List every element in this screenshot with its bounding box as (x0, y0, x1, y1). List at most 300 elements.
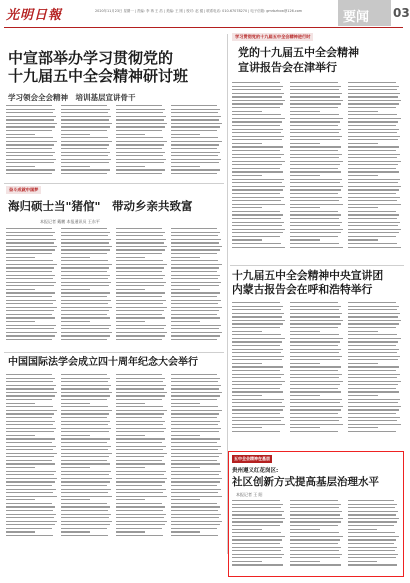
body-text-line (6, 435, 35, 436)
body-text-line (232, 388, 280, 389)
body-text-line (171, 310, 219, 311)
body-text-line (232, 500, 280, 501)
body-text-line (61, 166, 90, 167)
body-text-line (6, 460, 52, 461)
body-text-line (290, 118, 343, 119)
body-text-line (290, 125, 338, 126)
body-text-line (116, 449, 163, 450)
body-text-line (348, 118, 401, 119)
body-text-line (61, 253, 107, 254)
body-text-line (116, 395, 165, 396)
body-text-line (232, 232, 283, 233)
body-text-line (290, 214, 341, 215)
body-text-line (290, 374, 342, 375)
body-text-line (171, 392, 222, 393)
body-text-line (348, 86, 399, 87)
body-text-line (348, 539, 396, 540)
body-text-line (290, 225, 340, 226)
body-text-line (61, 453, 112, 454)
body-text-line (290, 356, 342, 357)
body-text-line (171, 431, 219, 432)
body-text-line (348, 547, 397, 548)
body-text-line (61, 406, 108, 407)
body-text-line (61, 239, 111, 240)
body-text-line (6, 300, 56, 301)
body-column (348, 302, 402, 434)
body-text-line (348, 136, 400, 137)
headline-line2: 内蒙古报告会在呼和浩特举行 (232, 283, 373, 296)
body-text-line (232, 175, 262, 176)
body-text-line (232, 143, 262, 144)
body-text-line (171, 438, 220, 439)
body-text-line (61, 496, 112, 497)
body-text-line (61, 535, 108, 536)
body-text-line (6, 155, 53, 156)
masthead (0, 0, 410, 30)
body-text-line (61, 249, 110, 250)
body-text-line (348, 125, 396, 126)
body-text-line (61, 134, 90, 135)
article-divider (230, 265, 404, 266)
body-text-line (232, 402, 282, 403)
body-text-line (171, 332, 222, 333)
body-text-line (61, 471, 111, 472)
body-text-line (348, 306, 399, 307)
body-column (232, 82, 286, 250)
body-column (6, 228, 58, 343)
body-text-line (6, 496, 57, 497)
body-text-line (116, 492, 163, 493)
body-text-line (116, 431, 164, 432)
body-text-line (6, 242, 54, 243)
body-text-line (61, 381, 108, 382)
body-text-line (116, 159, 166, 160)
body-text-line (116, 130, 162, 131)
body-text-line (6, 517, 54, 518)
body-text-line (171, 499, 200, 500)
body-text-line (171, 517, 219, 518)
body-text-line (6, 159, 56, 160)
body-text-line (290, 543, 338, 544)
byline: 本报记者 戴鹏 本报通讯员 王东平 (40, 219, 100, 224)
body-text-line (232, 427, 262, 428)
body-text-line (116, 489, 166, 490)
body-text-line (171, 325, 221, 326)
body-text-line (116, 456, 164, 457)
headline: 党的十九届五中全会精神 (238, 46, 359, 59)
body-text-line (171, 442, 217, 443)
body-text-line (61, 152, 110, 153)
body-text-line (171, 282, 221, 283)
body-text-line (61, 328, 109, 329)
body-text-line (232, 207, 262, 208)
body-text-line (348, 100, 401, 101)
body-text-line (290, 204, 343, 205)
body-text-line (116, 417, 162, 418)
headline: 中国国际法学会成立四十周年纪念大会举行 (8, 357, 198, 368)
body-text-line (171, 148, 217, 149)
body-text-line (6, 471, 56, 472)
body-text-line (6, 474, 54, 475)
body-text-line (171, 119, 219, 120)
body-text-line (348, 150, 396, 151)
body-text-line (61, 310, 109, 311)
body-text-line (348, 345, 396, 346)
body-text-line (290, 309, 339, 310)
body-text-line (348, 377, 397, 378)
body-text-line (232, 236, 280, 237)
body-text-line (61, 109, 110, 110)
body-text-line (290, 557, 340, 558)
body-text-line (61, 378, 110, 379)
body-text-line (348, 186, 401, 187)
body-text-line (232, 395, 262, 396)
body-text-line (6, 257, 35, 258)
body-text-line (171, 130, 217, 131)
body-text-line (290, 179, 342, 180)
headline: 海归硕士当"猪倌" 带动乡亲共致富 (8, 199, 193, 213)
body-text-line (348, 222, 400, 223)
body-text-line (232, 121, 282, 122)
body-text-line (61, 148, 107, 149)
body-text-line (171, 399, 217, 400)
body-text-line (290, 409, 341, 410)
body-text-line (116, 528, 162, 529)
body-text-line (116, 535, 163, 536)
body-text-line (232, 100, 285, 101)
body-text-line (61, 481, 110, 482)
body-text-line (348, 93, 400, 94)
body-text-line (348, 349, 399, 350)
body-text-line (171, 388, 219, 389)
body-text-line (61, 303, 108, 304)
body-text-line (61, 478, 112, 479)
body-text-line (6, 235, 53, 236)
body-text-line (61, 528, 107, 529)
body-text-line (6, 126, 55, 127)
body-text-line (116, 517, 164, 518)
body-text-line (6, 285, 54, 286)
body-text-line (348, 543, 394, 544)
body-text-line (232, 302, 280, 303)
body-text-line (290, 529, 320, 530)
body-text-line (290, 243, 339, 244)
body-text-line (61, 317, 110, 318)
body-text-line (116, 242, 164, 243)
body-text-line (171, 328, 219, 329)
body-text-line (61, 335, 110, 336)
body-text-line (348, 514, 396, 515)
body-text-line (348, 352, 397, 353)
body-text-line (290, 247, 343, 248)
body-text-line (290, 86, 341, 87)
body-column (348, 82, 402, 250)
body-text-line (290, 182, 340, 183)
body-text-line (290, 193, 338, 194)
body-text-line (6, 141, 57, 142)
body-text-line (290, 500, 338, 501)
body-text-line (232, 161, 285, 162)
body-text-line (348, 313, 400, 314)
body-text-line (171, 467, 200, 468)
body-text-line (232, 214, 283, 215)
body-text-line (116, 335, 165, 336)
body-text-line (61, 285, 109, 286)
body-text-line (6, 239, 56, 240)
body-text-line (232, 352, 281, 353)
body-text-line (61, 112, 108, 113)
body-text-line (171, 253, 217, 254)
body-column (171, 228, 223, 343)
body-text-line (232, 557, 282, 558)
body-text-line (61, 517, 109, 518)
body-text-line (116, 435, 145, 436)
body-text-line (348, 111, 378, 112)
body-text-line (61, 503, 107, 504)
body-text-line (61, 449, 108, 450)
body-text-line (116, 399, 162, 400)
newspaper-logo: 光明日報 (6, 8, 63, 23)
body-text-line (232, 345, 280, 346)
body-text-line (61, 485, 107, 486)
body-text-line (348, 374, 400, 375)
headline: 社区创新方式提高基层治理水平 (232, 476, 379, 488)
body-text-line (61, 271, 107, 272)
body-text-line (6, 317, 55, 318)
body-text-line (6, 148, 52, 149)
body-text-line (232, 399, 284, 400)
body-text-line (171, 378, 220, 379)
body-text-line (116, 317, 165, 318)
body-text-line (348, 409, 399, 410)
body-text-line (116, 112, 163, 113)
body-text-line (290, 168, 338, 169)
body-text-line (232, 409, 283, 410)
body-text-line (171, 528, 217, 529)
body-text-line (116, 228, 162, 229)
body-text-line (116, 506, 165, 507)
body-text-line (171, 314, 217, 315)
body-text-line (232, 211, 280, 212)
body-text-line (290, 352, 339, 353)
body-text-line (232, 507, 281, 508)
body-text-line (6, 116, 56, 117)
body-text-line (116, 267, 164, 268)
body-text-line (61, 421, 110, 422)
body-text-line (6, 325, 56, 326)
body-text-line (290, 399, 342, 400)
body-text-line (61, 463, 110, 464)
body-text-line (290, 507, 339, 508)
body-text-line (290, 391, 341, 392)
body-text-line (348, 164, 398, 165)
body-text-line (61, 374, 107, 375)
body-text-line (348, 417, 400, 418)
body-text-line (116, 392, 167, 393)
body-text-line (171, 112, 218, 113)
body-text-line (116, 296, 162, 297)
body-text-line (6, 310, 54, 311)
body-text-line (6, 485, 52, 486)
body-text-line (232, 431, 280, 432)
body-text-line (116, 378, 165, 379)
body-text-line (232, 320, 285, 321)
body-text-line (171, 413, 219, 414)
body-text-line (171, 496, 222, 497)
body-text-line (290, 377, 339, 378)
body-text-line (348, 420, 397, 421)
body-text-line (116, 510, 163, 511)
body-text-line (6, 303, 53, 304)
body-text-line (348, 225, 398, 226)
body-text-line (348, 175, 378, 176)
body-text-line (6, 392, 57, 393)
body-text-line (6, 510, 53, 511)
body-text-line (290, 424, 343, 425)
body-text-line (116, 325, 166, 326)
body-text-line (290, 417, 342, 418)
body-text-line (171, 514, 221, 515)
body-text-line (171, 116, 221, 117)
body-text-line (290, 561, 320, 562)
body-text-line (116, 137, 163, 138)
body-text-line (290, 514, 340, 515)
body-text-line (6, 289, 35, 290)
body-text-line (171, 410, 222, 411)
body-text-line (348, 525, 394, 526)
page-number: 03 (393, 6, 410, 20)
body-text-line (116, 105, 162, 106)
body-text-line (61, 137, 108, 138)
body-text-line (61, 388, 109, 389)
article-top-left-header (8, 32, 223, 68)
body-text-line (116, 339, 162, 340)
body-text-line (232, 554, 284, 555)
body-text-line (116, 503, 162, 504)
body-text-line (6, 424, 53, 425)
body-text-line (348, 204, 401, 205)
body-text-line (6, 388, 54, 389)
body-text-line (290, 345, 338, 346)
body-text-line (348, 207, 378, 208)
body-text-line (348, 431, 396, 432)
body-text-line (116, 421, 165, 422)
body-text-line (116, 428, 166, 429)
body-text-line (171, 478, 222, 479)
body-text-line (116, 524, 165, 525)
body-text-line (6, 339, 52, 340)
body-text-line (232, 366, 283, 367)
body-text-line (290, 146, 341, 147)
body-text-line (6, 378, 55, 379)
body-text-line (61, 159, 111, 160)
body-text-line (116, 285, 164, 286)
body-text-line (61, 235, 108, 236)
body-text-line (6, 321, 35, 322)
body-text-line (232, 377, 281, 378)
body-text-line (290, 164, 340, 165)
body-text-line (171, 235, 218, 236)
body-text-line (232, 363, 262, 364)
body-text-line (232, 157, 281, 158)
body-text-line (116, 148, 162, 149)
body-text-line (232, 136, 284, 137)
body-text-line (171, 144, 219, 145)
body-text-line (171, 249, 220, 250)
body-text-line (61, 428, 111, 429)
body-text-line (290, 136, 342, 137)
body-text-line (290, 143, 320, 144)
body-text-line (116, 388, 164, 389)
body-text-line (6, 144, 54, 145)
body-column (116, 105, 168, 177)
article-divider (4, 352, 224, 353)
body-text-line (290, 406, 343, 407)
headline-line2: 宣讲报告会在津举行 (238, 61, 337, 74)
body-text-line (6, 137, 53, 138)
body-text-line (290, 154, 342, 155)
body-text-line (348, 211, 396, 212)
body-text-line (348, 504, 397, 505)
body-text-line (348, 518, 399, 519)
body-text-line (290, 161, 343, 162)
body-text-line (171, 531, 200, 532)
body-text-line (116, 116, 166, 117)
body-text-line (232, 146, 283, 147)
body-text-line (171, 307, 222, 308)
body-text-line (348, 536, 399, 537)
body-text-line (171, 521, 222, 522)
body-text-line (61, 155, 108, 156)
body-column (348, 500, 400, 568)
body-text-line (232, 171, 283, 172)
body-text-line (61, 289, 90, 290)
body-text-line (116, 123, 167, 124)
body-text-line (171, 155, 218, 156)
body-text-line (290, 554, 342, 555)
body-text-line (290, 129, 341, 130)
body-text-line (348, 331, 378, 332)
body-text-line (171, 374, 217, 375)
body-text-line (348, 214, 399, 215)
body-text-line (232, 107, 280, 108)
body-text-line (290, 388, 338, 389)
body-text-line (171, 381, 218, 382)
body-text-line (171, 424, 218, 425)
body-text-line (6, 166, 35, 167)
body-text-line (6, 463, 55, 464)
body-text-line (290, 175, 320, 176)
body-text-line (232, 504, 283, 505)
body-text-line (6, 499, 35, 500)
body-text-line (6, 249, 55, 250)
body-text-line (232, 154, 284, 155)
body-text-line (232, 193, 280, 194)
kicker: 奋斗成就中国梦 (6, 186, 41, 194)
body-text-line (61, 456, 109, 457)
body-text-line (61, 325, 111, 326)
body-column (171, 105, 223, 177)
body-text-line (171, 385, 221, 386)
body-text-line (6, 232, 55, 233)
body-text-line (232, 111, 262, 112)
body-text-line (290, 525, 338, 526)
body-text-line (290, 218, 339, 219)
body-text-line (116, 141, 167, 142)
body-text-line (232, 564, 283, 565)
body-text-line (61, 467, 90, 468)
body-text-line (171, 105, 217, 106)
